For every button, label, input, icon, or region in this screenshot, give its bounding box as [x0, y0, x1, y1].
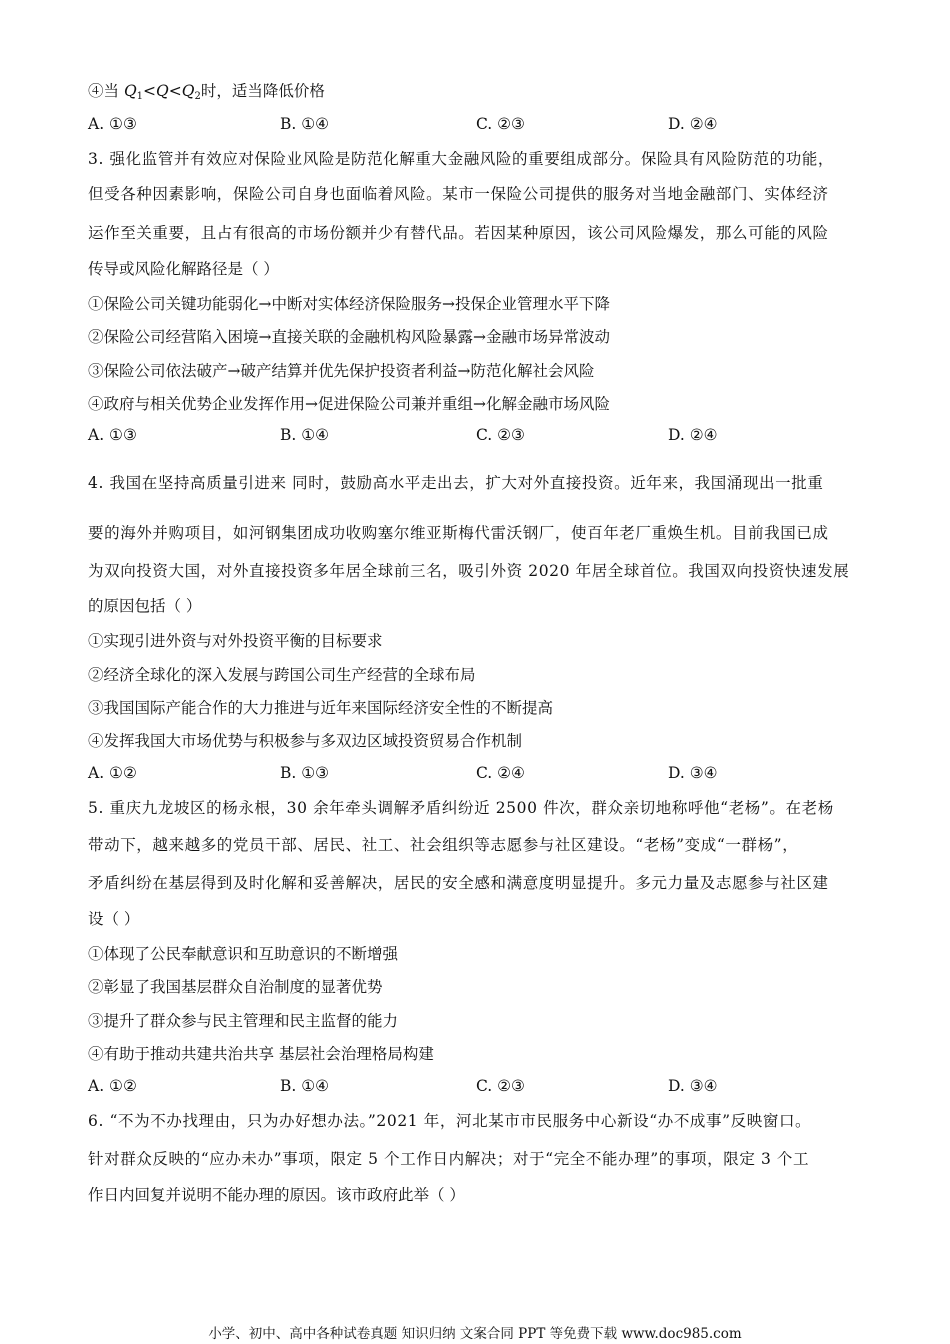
q5-option: ④有助于推动共建共治共享 基层社会治理格局构建	[88, 1045, 434, 1063]
choice-a[interactable]: A. ①③	[88, 426, 137, 444]
choice-d[interactable]: D. ③④	[668, 1077, 718, 1095]
page-footer: 小学、初中、高中各种试卷真题 知识归纳 文案合同 PPT 等免费下载 www.doc985.com	[208, 1326, 742, 1342]
q4-option: ④发挥我国大市场优势与积极参与多双边区域投资贸易合作机制	[88, 732, 523, 750]
choice-d[interactable]: D. ②④	[668, 115, 718, 133]
option-line-4-prev	[88, 80, 870, 108]
choice-b[interactable]: B. ①③	[280, 764, 330, 782]
q6-stem-line: 作日内回复并说明不能办理的原因。该市政府此举（ ）	[88, 1186, 465, 1204]
choice-c[interactable]: C. ②③	[476, 1077, 525, 1095]
choice-c[interactable]: C. ②③	[476, 115, 525, 133]
q5-stem-line: 5. 重庆九龙坡区的杨永根，30 余年牵头调解矛盾纠纷近 2500 件次，群众亲切地称呼他“老杨”。在老杨	[88, 799, 834, 817]
choice-b[interactable]: B. ①④	[280, 115, 330, 133]
option-text: ④当	[88, 82, 124, 100]
choice-a[interactable]: A. ①②	[88, 764, 137, 782]
q5-stem-line: 矛盾纠纷在基层得到及时化解和妥善解决，居民的安全感和满意度明显提升。多元力量及志愿参与社区建	[88, 874, 829, 892]
option-text: 时，适当降低价格	[200, 82, 325, 100]
q3-option: ③保险公司依法破产→破产结算并优先保护投资者利益→防范化解社会风险	[88, 362, 595, 380]
q4-stem-line: 为双向投资大国，对外直接投资多年居全球前三名，吸引外资 2020 年居全球首位。我国双向投资快速发展	[88, 562, 850, 580]
choice-a[interactable]: A. ①③	[88, 115, 137, 133]
q4-stem-line: 4. 我国在坚持高质量引进来 同时，鼓励高水平走出去，扩大对外直接投资。近年来，我国涌现出一批重	[88, 474, 824, 492]
choice-a[interactable]: A. ①②	[88, 1077, 137, 1095]
q3-stem-line: 运作至关重要，且占有很高的市场份额并少有替代品。若因某种原因，该公司风险爆发，那么可能的风险	[88, 224, 829, 242]
q5-stem-line: 设（ ）	[88, 910, 140, 928]
q4-stem-line: 要的海外并购项目，如河钢集团成功收购塞尔维亚斯梅代雷沃钢厂，使百年老厂重焕生机。目前我国已成	[88, 524, 829, 542]
less-than: <	[143, 82, 157, 100]
q5-option: ②彰显了我国基层群众自治制度的显著优势	[88, 978, 383, 996]
q4-option: ③我国国际产能合作的大力推进与近年来国际经济安全性的不断提高	[88, 699, 554, 717]
variable-q1: Q	[123, 82, 137, 100]
q4-stem-line: 的原因包括（ ）	[88, 597, 202, 615]
q5-option: ①体现了公民奉献意识和互助意识的不断增强	[88, 945, 399, 963]
q3-choices	[88, 426, 848, 448]
variable-q: Q	[156, 82, 169, 100]
q3-option: ④政府与相关优势企业发挥作用→促进保险公司兼并重组→化解金融市场风险	[88, 395, 610, 413]
choice-d[interactable]: D. ②④	[668, 426, 718, 444]
q3-stem-line: 3. 强化监管并有效应对保险业风险是防范化解重大金融风险的重要组成部分。保险具有风险防范的功能，	[88, 150, 835, 168]
subscript-1: 1	[136, 91, 144, 102]
choice-b[interactable]: B. ①④	[280, 1077, 330, 1095]
q4-choices	[88, 764, 848, 786]
q3-option: ①保险公司关键功能弱化→中断对实体经济保险服务→投保企业管理水平下降	[88, 295, 610, 313]
q6-stem-line: 针对群众反映的“应办未办”事项，限定 5 个工作日内解决；对于“完全不能办理”的事项，限定 3 个工	[88, 1150, 810, 1168]
q5-option: ③提升了群众参与民主管理和民主监督的能力	[88, 1012, 399, 1030]
q6-stem-line: 6. “不为不办找理由，只为办好想办法。”2021 年，河北某市市民服务中心新设“办不成事”反映窗口。	[88, 1112, 812, 1130]
choice-b[interactable]: B. ①④	[280, 426, 330, 444]
choice-c[interactable]: C. ②④	[476, 764, 525, 782]
subscript-2: 2	[194, 91, 201, 102]
choice-d[interactable]: D. ③④	[668, 764, 718, 782]
less-than: <	[168, 82, 182, 100]
choices-prev	[88, 115, 848, 137]
q3-stem-line: 但受各种因素影响，保险公司自身也面临着风险。某市一保险公司提供的服务对当地金融部门、实体经济	[88, 185, 829, 203]
choice-c[interactable]: C. ②③	[476, 426, 525, 444]
q5-stem-line: 带动下，越来越多的党员干部、居民、社工、社会组织等志愿参与社区建设。“老杨”变成“一群杨”，	[88, 836, 799, 854]
variable-q2: Q	[181, 82, 195, 100]
q3-option: ②保险公司经营陷入困境→直接关联的金融机构风险暴露→金融市场异常波动	[88, 328, 610, 346]
q4-option: ②经济全球化的深入发展与跨国公司生产经营的全球布局	[88, 666, 476, 684]
q4-option: ①实现引进外资与对外投资平衡的目标要求	[88, 632, 383, 650]
q5-choices	[88, 1077, 848, 1099]
q3-stem-line: 传导或风险化解路径是（ ）	[88, 260, 279, 278]
